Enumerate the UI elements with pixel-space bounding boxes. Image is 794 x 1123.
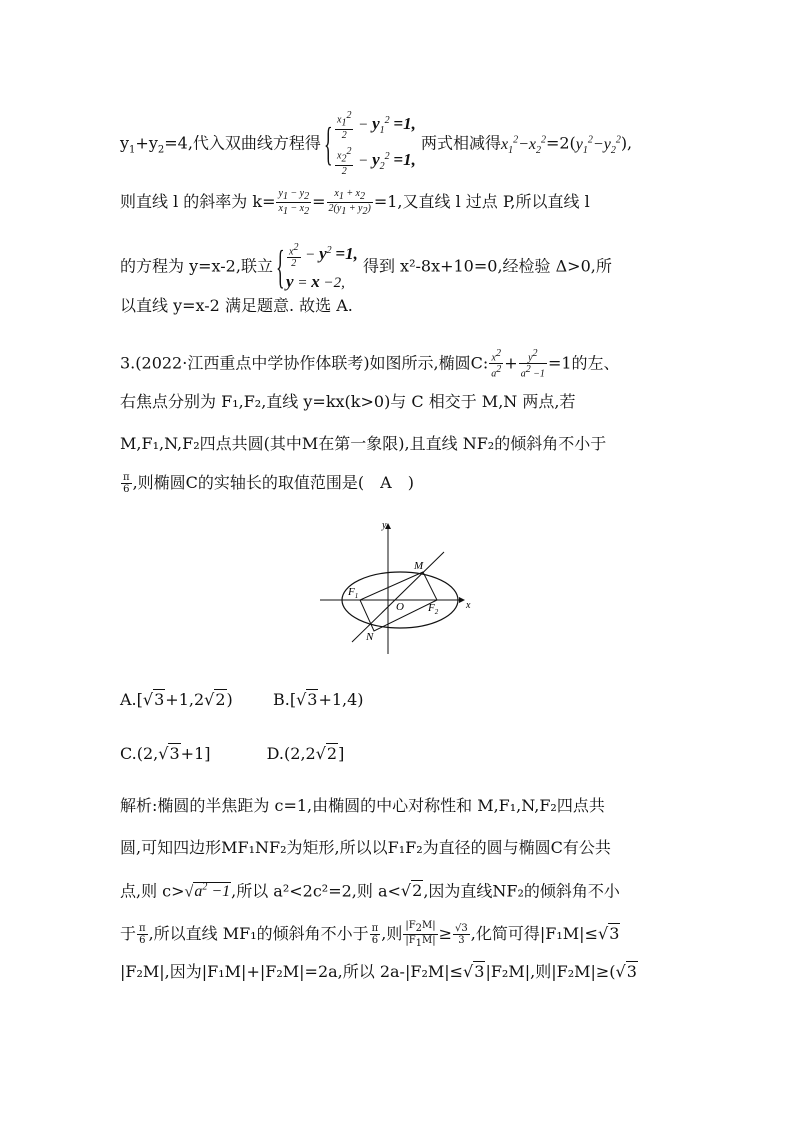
text: ,则椭圆C的实轴长的取值范围是( A ) bbox=[132, 473, 414, 492]
option-a: A.[√3+1,2√2) bbox=[120, 690, 233, 709]
text: 解析:椭圆的半焦距为 c=1,由椭圆的中心对称性和 M,F₁,N,F₂四点共 bbox=[120, 796, 605, 815]
fraction: $\frac{y_1 - y_2}{x_1 - x_2}$ bbox=[278, 188, 310, 217]
equation-system: { $\frac{x^2}{2}$ − $y^2 =1$, y = x −2, bbox=[278, 238, 358, 296]
text: +y bbox=[135, 133, 158, 153]
solution-line-3 bbox=[120, 238, 612, 296]
y-label: y bbox=[382, 520, 387, 531]
question-3-line-3 bbox=[120, 434, 606, 454]
solution-line-1: $y_1+y_2=4$,代入双曲线方程得 { $\frac{x_1^2}{2}$ − $y_1^2 =1$, $\frac{x_2^2}{2}$ − $y_2^2 =1$, 两式相减得$x_1^2-x_2^2=2(y_1^2-y_2^2)$, bbox=[120, 108, 632, 180]
fraction: $\frac{x_1 + x_2}{2(y_1 + y_2)}$ bbox=[328, 188, 371, 217]
question-3-line-1: 3.(2022·江西重点中学协作体联考)如图所示,椭圆C: $\frac{x^2}{a^2}$ + $\frac{y^2}{a^2 -1}$ =1的左、 bbox=[120, 348, 620, 380]
x-label: x bbox=[466, 600, 471, 611]
solution-line-4 bbox=[120, 296, 353, 316]
sub: 1 bbox=[129, 144, 136, 156]
text: 以直线 y=x-2 满足题意. 故选 A. bbox=[120, 296, 353, 315]
analysis-line-5: |F₂M|,因为|F₁M|+|F₂M|=2a,所以 2a-|F₂M|≤√3|F₂M|,则|F₂M|≥(√3 bbox=[120, 962, 637, 981]
sub: 2 bbox=[157, 144, 165, 156]
fraction: $\frac{x^2}{a^2}$ bbox=[491, 348, 502, 380]
text: =1,又直线 l 过点 P,所以直线 l bbox=[373, 192, 590, 211]
question-3-line-4 bbox=[120, 472, 414, 495]
option-b: B.[√3+1,4) bbox=[272, 690, 364, 709]
text: =1的左、 bbox=[547, 353, 620, 373]
text: =2( bbox=[545, 133, 576, 153]
fraction: { $\frac{x_1^2}{2}$ bbox=[337, 110, 352, 141]
text: 得到 x²-8x+10=0,经检验 Δ>0,所 bbox=[362, 256, 612, 276]
fraction: $\frac{y^2}{a^2 -1}$ bbox=[520, 348, 545, 380]
o-label: O bbox=[396, 601, 404, 613]
text: 两式相减得 bbox=[420, 133, 501, 153]
fraction: { $\frac{x^2}{2}$ bbox=[289, 241, 299, 270]
text: 圆,可知四边形MF₁NF₂为矩形,所以以F₁F₂为直径的圆与椭圆C有公共 bbox=[120, 838, 611, 857]
option-row-1 bbox=[120, 690, 364, 710]
text: y bbox=[120, 133, 130, 153]
analysis-line-3: 点,则 $c>√a^2 -1$,所以 a²<2c²=2,则 a<√2,因为直线NF₂的倾斜角不小 bbox=[120, 881, 620, 901]
text: =4,代入双曲线方程得 bbox=[164, 133, 321, 153]
text: ), bbox=[620, 133, 633, 153]
text: M,F₁,N,F₂四点共圆(其中M在第一象限),且直线 NF₂的倾斜角不小于 bbox=[120, 434, 607, 453]
ellipse-figure bbox=[316, 518, 480, 658]
f1-label: $F_1$ bbox=[348, 586, 359, 600]
fraction: $\frac{x_2^2}{2}$ bbox=[337, 146, 352, 177]
option-d: D.(2,2√2] bbox=[266, 744, 345, 763]
option-c: C.(2,√3+1] bbox=[120, 744, 211, 763]
text: 的方程为 y=x-2,联立 bbox=[120, 256, 273, 276]
fraction-pi-6: $\frac{\pi}{6}$ bbox=[123, 472, 130, 495]
equation-system: { $\frac{x_1^2}{2}$ − $y_1^2 =1$, $\frac{x_2^2}{2}$ − $y_2^2 =1$, bbox=[326, 108, 416, 180]
analysis-line-4: 于 $\frac{\pi}{6}$ ,所以直线 MF₁的倾斜角不小于 $\frac{\pi}{6}$ ,则 $\frac{|F_2M|}{|F_1M|}$ ≥ $\frac{√3}{3}$ ,化简可得|F₁M|≤√3 bbox=[120, 920, 620, 949]
text: 右焦点分别为 F₁,F₂,直线 y=kx(k>0)与 C 相交于 M,N 两点,若 bbox=[120, 392, 576, 411]
question-3-line-2 bbox=[120, 392, 575, 412]
analysis-line-1 bbox=[120, 796, 605, 816]
text: 则直线 l 的斜率为 k= bbox=[120, 192, 276, 211]
solution-line-2: 则直线 l 的斜率为 k= $\frac{y_1 - y_2}{x_1 - x_2}$ = $\frac{x_1 + x_2}{2(y_1 + y_2)}$ =1,又直线 l 过点 P,所以直线 l bbox=[120, 188, 590, 217]
n-label: N bbox=[366, 631, 374, 643]
m-label: M bbox=[414, 560, 424, 572]
f2-label: $F_2$ bbox=[428, 602, 439, 616]
analysis-line-2 bbox=[120, 838, 611, 858]
option-row-2 bbox=[120, 744, 344, 764]
text: 3.(2022·江西重点中学协作体联考)如图所示,椭圆C: bbox=[120, 353, 489, 373]
